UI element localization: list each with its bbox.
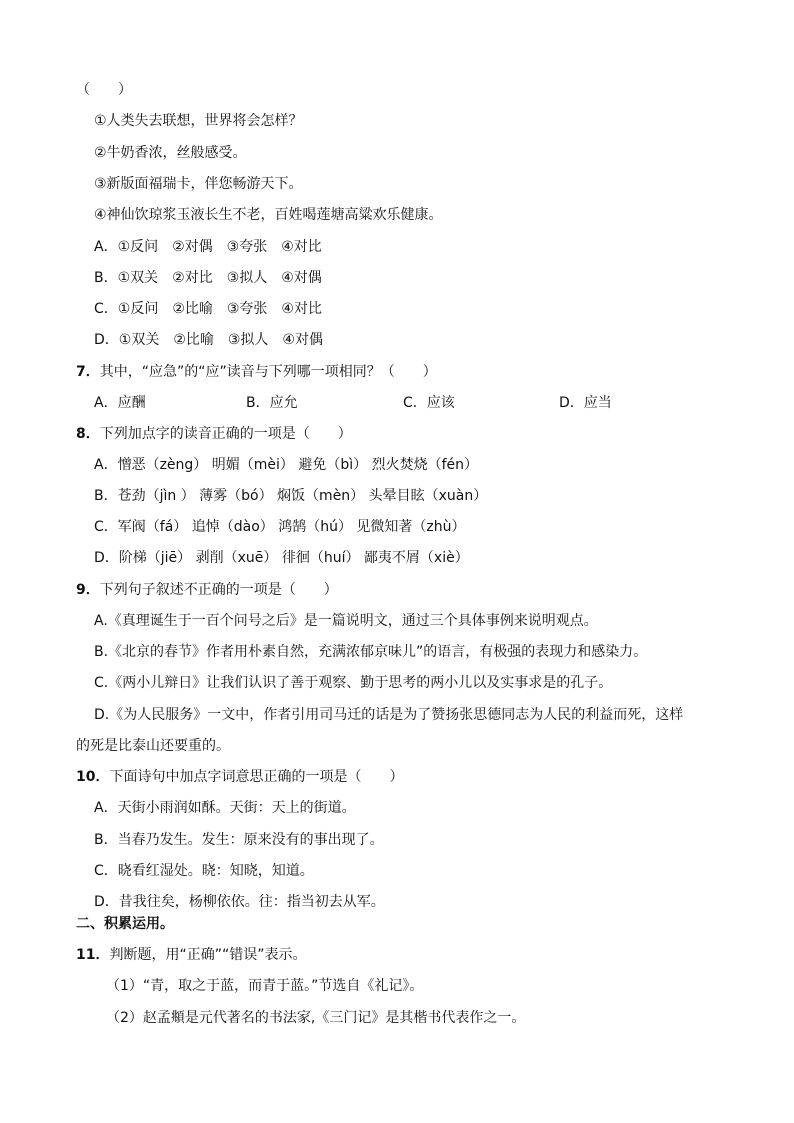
q10-option-b: B．当春乃发生。发生：原来没有的事出现了。 [94, 832, 384, 848]
q9-number: 9． [76, 582, 100, 598]
q8-stem [76, 424, 352, 444]
q7-option-c: C．应该 [403, 395, 455, 411]
q11-stem-text: 判断题，用“正确”“错误”表示。 [109, 947, 307, 963]
q11-number: 11． [76, 947, 110, 963]
q7-option-d: D．应当 [559, 395, 612, 411]
answer-bracket: （ ） [76, 82, 132, 98]
q6-sentence-4: ④神仙饮琼浆玉液长生不老，百姓喝莲塘高粱欢乐健康。 [94, 207, 443, 223]
q9-option-d: D.《为人民服务》一文中，作者引用司马迁的话是为了赞扬张思德同志为人民的利益而死，这样 [94, 707, 684, 723]
q7-option-a: A．应酬 [94, 395, 146, 411]
q11-stem [76, 945, 307, 965]
q8-option-d: D．阶梯（jiē） 剥削（xuē） 徘徊（huí） 鄙夷不屑（xiè） [94, 550, 469, 566]
q6-option-d: D．①双关 ②比喻 ③拟人 ④对偶 [94, 332, 323, 348]
q8-number: 8． [76, 426, 100, 442]
q8-stem-text: 下列加点字的读音正确的一项是（ ） [99, 426, 352, 442]
q9-option-b: B.《北京的春节》作者用朴素自然，充满浓郁京味儿”的语言，有极强的表现力和感染力。 [94, 644, 648, 660]
q7-number: 7． [76, 364, 100, 380]
q10-option-a: A．天街小雨润如酥。天街：天上的街道。 [94, 800, 356, 816]
q10-stem-text: 下面诗句中加点字词意思正确的一项是（ ） [109, 769, 404, 785]
q6-option-c: C．①反问 ②比喻 ③夸张 ④对比 [94, 301, 322, 317]
q6-option-b: B．①双关 ②对比 ③拟人 ④对偶 [94, 270, 322, 286]
q8-option-b: B．苍劲（jìn ） 薄雾（bó） 焖饭（mèn） 头晕目眩（xuàn） [94, 488, 488, 504]
q9-option-a: A.《真理诞生于一百个问号之后》是一篇说明文，通过三个具体事例来说明观点。 [94, 613, 598, 629]
q10-option-c: C．晓看红湿处。晓：知晓，知道。 [94, 863, 314, 879]
q6-option-a: A．①反问 ②对偶 ③夸张 ④对比 [94, 239, 322, 255]
q6-sentence-2: ②牛奶香浓，丝般感受。 [94, 145, 247, 161]
q6-sentence-1: ①人类失去联想，世界将会怎样？ [94, 113, 303, 129]
q7-option-b: B．应允 [246, 395, 298, 411]
q10-number: 10． [76, 769, 110, 785]
q10-stem [76, 767, 403, 787]
q8-option-c: C．军阀（fá） 追悼（dào） 鸿鹄（hú） 见微知著（zhù） [94, 519, 466, 535]
q8-option-a: A．憎恶（zèng） 明媚（mèi） 避免（bì） 烈火焚烧（fén） [94, 457, 478, 473]
q6-sentence-3: ③新版面福瑞卡，伴您畅游天下。 [94, 176, 303, 192]
q9-stem [76, 580, 338, 600]
q11-item-2: （2）赵孟頫是元代著名的书法家,《三门记》是其楷书代表作之一。 [106, 1010, 526, 1026]
q9-option-d-continuation: 的死是比泰山还要重的。 [76, 738, 230, 754]
q7-stem-text: 其中，“应急”的“应”读音与下列哪一项相同？（ ） [99, 364, 437, 380]
q7-stem [76, 362, 437, 382]
q11-item-1: （1）“青，取之于蓝，而青于蓝。”节选自《礼记》。 [106, 978, 424, 994]
section-2-title: 二、积累运用。 [76, 916, 174, 932]
q10-option-d: D．昔我往矣，杨柳依依。往：指当初去从军。 [94, 894, 385, 910]
q9-option-c: C.《两小儿辩日》让我们认识了善于观察、勤于思考的两小儿以及实事求是的孔子。 [94, 675, 613, 691]
q9-stem-text: 下列句子叙述不正确的一项是（ ） [99, 582, 338, 598]
